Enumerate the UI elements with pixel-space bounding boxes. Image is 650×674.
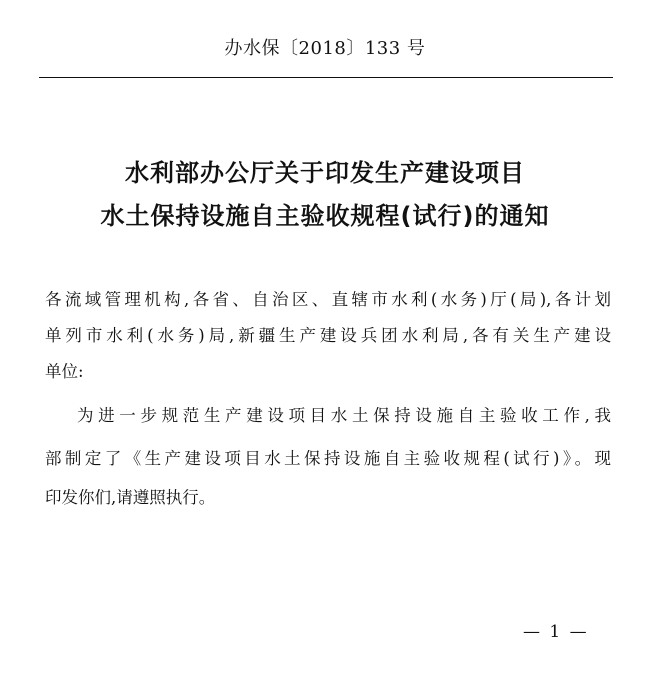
document-title-line-2: 水土保持设施自主验收规程(试行)的通知	[100, 202, 550, 230]
document-title-line-1: 水利部办公厅关于印发生产建设项目	[125, 159, 525, 187]
salutation-line-3: 单位:	[45, 362, 84, 381]
body-paragraph-line-2: 部制定了《生产建设项目水土保持设施自主验收规程(试行)》。现	[45, 449, 611, 468]
document-number: 办水保〔2018〕133 号	[224, 38, 426, 59]
salutation-line-1: 各流域管理机构,各省、自治区、直辖市水利(水务)厅(局),各计划	[45, 290, 611, 309]
salutation-line-2: 单列市水利(水务)局,新疆生产建设兵团水利局,各有关生产建设	[45, 326, 611, 345]
header-divider	[39, 77, 613, 78]
body-paragraph-line-1: 为进一步规范生产建设项目水土保持设施自主验收工作,我	[77, 406, 611, 425]
body-paragraph-line-3: 印发你们,请遵照执行。	[45, 488, 216, 507]
page-number: — 1 —	[523, 622, 589, 642]
